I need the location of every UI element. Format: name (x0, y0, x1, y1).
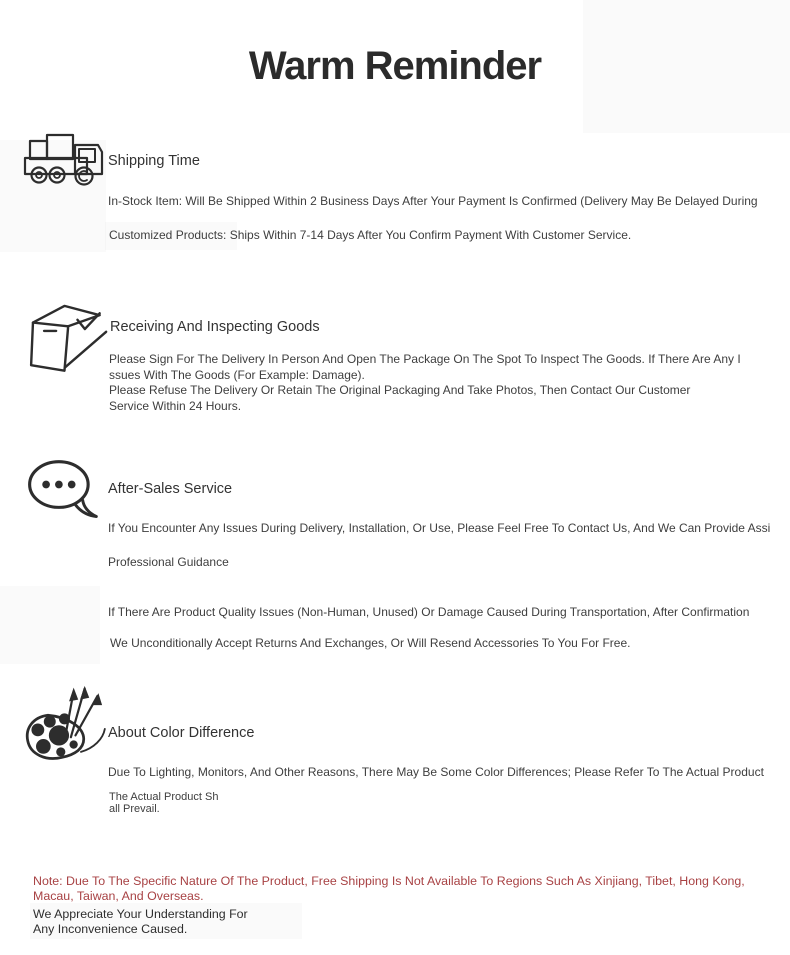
chat-bubble-icon (24, 458, 102, 522)
closing-message (33, 907, 248, 937)
closing-line: We Appreciate Your Understanding For (33, 907, 248, 921)
text-line: all Prevail. (109, 803, 160, 815)
after-sales-text: Professional Guidance (108, 555, 229, 569)
color-difference-text: Due To Lighting, Monitors, And Other Reasons, There May Be Some Color Differences; Please Refer To The Actual Product (108, 765, 764, 779)
after-sales-text: If There Are Product Quality Issues (Non-Human, Unused) Or Damage Caused During Transportation, After Confirmation (108, 605, 750, 619)
text-line: ssues With The Goods (For Example: Damage). (109, 367, 365, 382)
shipping-time-text: In-Stock Item: Will Be Shipped Within 2 Business Days After Your Payment Is Confirmed (Delivery May Be Delayed During (108, 194, 758, 208)
section-heading-color-difference: About Color Difference (108, 725, 255, 741)
note-line: Note: Due To The Specific Nature Of The Product, Free Shipping Is Not Available To Regions Such As Xinjiang, Tibet, Hong Kong, (33, 874, 745, 888)
truck-icon (22, 128, 106, 186)
section-heading-receiving: Receiving And Inspecting Goods (110, 319, 320, 335)
shipping-time-text: Customized Products: Ships Within 7-14 Days After You Confirm Payment With Customer Service. (109, 228, 632, 242)
note-line: Macau, Taiwan, And Overseas. (33, 889, 204, 903)
palette-icon (20, 684, 108, 762)
section-heading-shipping-time: Shipping Time (108, 153, 200, 169)
background-shade (0, 586, 100, 664)
text-line: The Actual Product Sh (109, 792, 219, 803)
shipping-restriction-note (33, 874, 780, 904)
closing-line: Any Inconvenience Caused. (33, 922, 188, 937)
color-difference-text (109, 792, 218, 816)
open-box-check-icon (20, 294, 108, 378)
text-line: Service Within 24 Hours. (109, 398, 242, 413)
text-line: Please Refuse The Delivery Or Retain The Original Packaging And Take Photos, Then Contact Our Customer (109, 383, 691, 398)
receiving-text (109, 352, 790, 414)
text-line: Please Sign For The Delivery In Person And Open The Package On The Spot To Inspect The Goods. If There Are Any I (109, 352, 741, 366)
page-title: Warm Reminder (248, 44, 542, 88)
section-heading-after-sales: After-Sales Service (108, 481, 233, 497)
after-sales-text: We Unconditionally Accept Returns And Exchanges, Or Will Resend Accessories To You For Free. (110, 636, 631, 650)
after-sales-text: If You Encounter Any Issues During Delivery, Installation, Or Use, Please Feel Free To Contact Us, And We Can Provide Assi (108, 521, 771, 535)
